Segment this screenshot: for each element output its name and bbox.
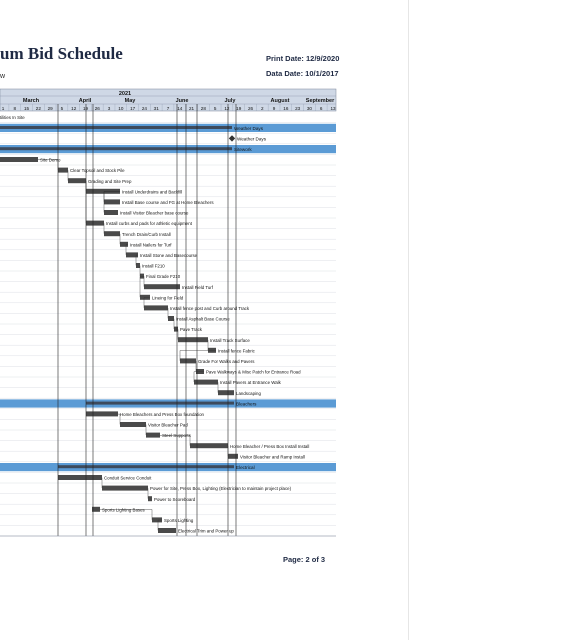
summary-label: Weather Days [234, 126, 264, 131]
row-label: tilities In Site [0, 115, 25, 121]
document-title: um Bid Schedule [0, 44, 123, 63]
task-bar [136, 263, 140, 268]
task-label: Trench Drain/Curb Install [122, 231, 171, 237]
week-tick-label: 23 [295, 106, 301, 111]
task-label: Electrical Trim and Power up [178, 528, 234, 534]
task-bar [144, 284, 180, 289]
dependency-link [140, 276, 144, 297]
task-label: Install fence Fabric [218, 348, 255, 354]
task-bar [86, 221, 104, 226]
week-tick-label: 14 [177, 106, 183, 111]
week-tick-label: 10 [118, 106, 124, 111]
month-label: September [305, 98, 335, 104]
task-bar [158, 528, 176, 533]
document-subtitle: w [0, 73, 6, 80]
task-bar [218, 390, 234, 395]
week-tick-label: 12 [71, 106, 77, 111]
summary-label: Electrical [236, 465, 255, 471]
week-tick-label: 9 [272, 106, 276, 111]
year-label: 2021 [118, 91, 132, 97]
week-tick-label: 5 [60, 106, 64, 111]
task-bar [104, 210, 118, 215]
task-label: Install Asphalt Base Course [176, 316, 230, 322]
task-label: Final Grade F210 [146, 274, 181, 280]
week-tick-label: 21 [189, 106, 195, 111]
task-bar [178, 337, 208, 342]
task-label: Install Pavers at Entrance Walk [220, 380, 281, 386]
week-tick-label: 12 [224, 106, 230, 111]
task-label: Pave Walkways & Misc Patch for Entrance Road [206, 369, 301, 375]
task-label: Home Bleachers and Press Box foundation [120, 412, 204, 417]
data-date: Data Date: 10/1/2017 [266, 69, 339, 78]
summary-bar [86, 402, 234, 405]
task-label: Install Track Surface [210, 337, 250, 343]
week-tick-label: 24 [141, 106, 147, 111]
task-label: Install F210 [142, 263, 165, 269]
summary-label: Sitework [234, 147, 252, 153]
week-tick-label: 31 [153, 106, 159, 111]
week-tick-label: 17 [130, 106, 136, 111]
task-label: Clear Topsoil and Stock Pile [70, 168, 125, 174]
week-tick-label: 1 [1, 106, 5, 111]
summary-label: Bleachers [236, 401, 257, 407]
task-bar [104, 199, 120, 204]
week-tick-label: 8 [13, 106, 17, 111]
week-tick-label: 19 [82, 106, 89, 111]
task-label: Sports Lighting Bases [102, 507, 145, 513]
task-bar [144, 305, 168, 310]
task-label: Install Nailers for Turf [130, 242, 172, 248]
week-tick-label: 5 [213, 106, 217, 111]
month-label: March [22, 98, 40, 104]
task-label: Grading and Site Prep [88, 178, 132, 184]
task-label: Install fence post and Curb around Track [170, 306, 250, 311]
week-tick-label: 26 [94, 106, 100, 111]
task-label: Site Demo [40, 157, 61, 163]
week-tick-label: 15 [24, 106, 30, 111]
task-bar [58, 168, 68, 173]
month-label: April [78, 98, 92, 104]
week-tick-label: 13 [330, 106, 336, 111]
task-label: Install Visitor Bleacher base course [120, 210, 189, 216]
task-label: Install Underdrains and Backfill [122, 189, 183, 195]
task-label: Install curbs and pads for athletic equipment [106, 221, 192, 227]
task-label: Sports Lighting [164, 518, 194, 523]
task-label: Power for Site, Press Box, Lighting (Electrician to maintain project place) [150, 486, 292, 492]
task-bar [104, 231, 120, 236]
week-tick-label: 16 [283, 106, 289, 111]
task-bar [146, 433, 160, 438]
page-number: Page: 2 of 3 [283, 555, 326, 564]
task-bar [194, 380, 218, 385]
week-tick-label: 7 [166, 106, 170, 111]
task-label: Pave Track [180, 327, 202, 333]
task-bar [0, 157, 38, 162]
month-label: July [224, 98, 236, 104]
task-label: Weather Days [237, 136, 267, 142]
task-label: Install Base course and FG at Home Bleachers [122, 200, 214, 205]
task-bar [174, 327, 178, 332]
scan-edge-line [408, 0, 409, 640]
task-bar [120, 422, 146, 427]
task-label: Grade For Walks and Pavers [198, 359, 255, 364]
month-label: May [124, 98, 136, 104]
print-date: Print Date: 12/9/2020 [266, 54, 340, 63]
week-tick-label: 30 [306, 106, 312, 111]
week-tick-label: 29 [47, 106, 53, 111]
task-bar [180, 358, 196, 363]
week-tick-label: 26 [247, 106, 254, 111]
task-bar [68, 178, 86, 183]
week-tick-label: 22 [35, 106, 41, 111]
week-tick-label: 19 [236, 106, 242, 111]
task-bar [86, 411, 118, 416]
task-bar [148, 496, 152, 501]
task-bar [58, 475, 102, 480]
week-tick-label: 3 [107, 106, 111, 111]
task-label: Install Field Turf [182, 284, 213, 290]
month-label: June [175, 98, 189, 104]
week-tick-label: 28 [200, 106, 206, 111]
task-label: Visitor Bleacher and Ramp Install [240, 454, 305, 460]
task-bar [102, 486, 148, 491]
month-label: August [270, 98, 290, 104]
task-label: Home Bleacher / Press Box Install Install [230, 443, 310, 449]
task-label: Power to Scoreboard [154, 496, 196, 502]
task-label: Steel Supports [162, 433, 191, 439]
task-bar [168, 316, 174, 321]
task-label: Landscaping [236, 390, 261, 396]
summary-bar [58, 465, 234, 468]
task-label: Install Stone and Basecourse [140, 253, 198, 258]
task-label: Visitor Bleacher Pad [148, 422, 188, 428]
task-label: Conduit Service Conduit [104, 475, 152, 481]
task-bar [190, 443, 228, 448]
milestone-diamond [229, 135, 235, 141]
task-bar [228, 454, 238, 459]
task-label: Lineing for Field [152, 295, 184, 301]
week-tick-label: 6 [319, 106, 323, 111]
week-tick-label: 2 [261, 106, 264, 111]
